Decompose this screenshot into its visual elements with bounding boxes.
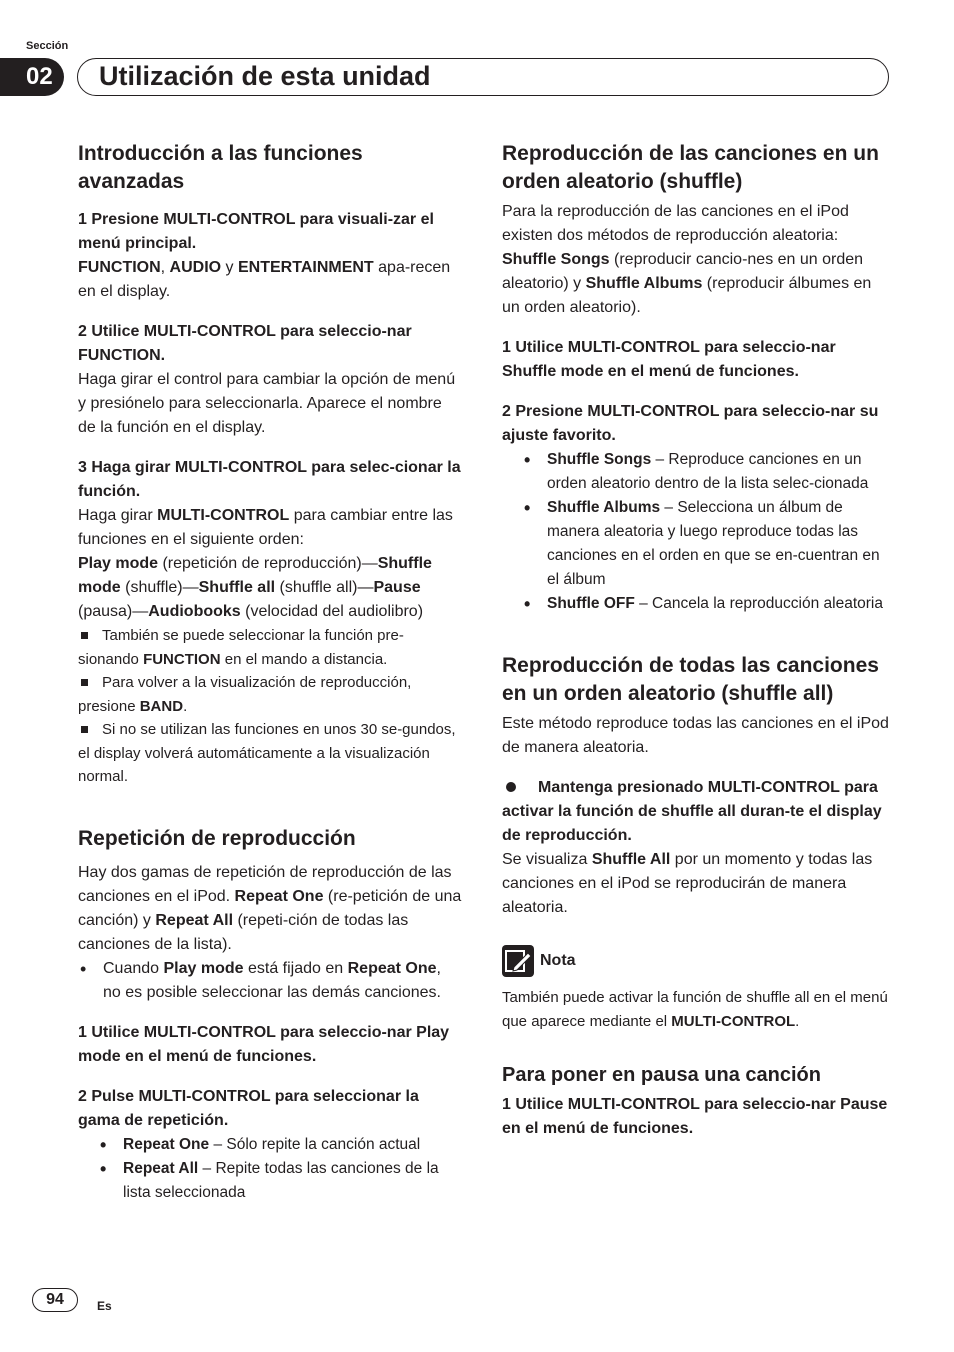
intro-step-1-text: FUNCTION, AUDIO y ENTERTAINMENT apa-recen en el display. — [78, 259, 451, 300]
note-text: También puede activar la función de shuffle all en el menú que aparece mediante el MULTI-CONTROL. — [502, 989, 888, 1030]
right-column — [502, 140, 892, 1141]
shuffle-all-step: Mantenga presionado MULTI-CONTROL para activar la función de shuffle all duran-te el display de reproducción. — [502, 779, 882, 844]
intro-note-2: Para volver a la visualización de reproducción, presione BAND. — [78, 674, 412, 715]
intro-step-1: 1 Presione MULTI-CONTROL para visuali-zar el menú principal. — [78, 211, 434, 252]
shuffle-heading: Reproducción de las canciones en un orden aleatorio (shuffle) — [502, 142, 879, 193]
section-number-badge: 02 — [0, 58, 64, 96]
intro-step-2: 2 Utilice MULTI-CONTROL para seleccio-nar FUNCTION. — [78, 323, 412, 364]
shuffle-step-2: 2 Presione MULTI-CONTROL para seleccio-nar su ajuste favorito. — [502, 403, 879, 444]
square-bullet-icon — [81, 726, 88, 733]
square-bullet-icon — [81, 632, 88, 639]
pencil-note-icon — [502, 945, 534, 977]
language-code: Es — [97, 1299, 112, 1313]
intro-heading: Introducción a las funciones avanzadas — [78, 142, 363, 193]
note-label: Nota — [540, 952, 576, 969]
repeat-step-1: 1 Utilice MULTI-CONTROL para seleccio-nar Play mode en el menú de funciones. — [78, 1023, 450, 1065]
shuffle-all-intro: Este método reproduce todas las canciones en el iPod de manera aleatoria. — [502, 715, 889, 756]
repeat-bullet: • Cuando Play mode está fijado en Repeat One, no es posible seleccionar las demás canciones. — [78, 957, 463, 1005]
square-bullet-icon — [81, 679, 88, 686]
round-bullet-icon — [506, 782, 516, 792]
repeat-option: • Repeat All – Repite todas las canciones de la lista seleccionada — [78, 1157, 463, 1205]
page-number: 94 — [32, 1288, 78, 1312]
repeat-intro: Hay dos gamas de repetición de reproducción de las canciones en el iPod. Repeat One (re-petición de una canción) y Repeat All (repeti-ción de todas las canciones de la lista). — [78, 863, 462, 953]
section-title: Utilización de esta unidad — [99, 61, 431, 91]
left-column — [78, 140, 463, 1205]
intro-step-2-text: Haga girar el control para cambiar la opción de menú y presiónelo para seleccionarla. Aparece el nombre de la función en el display. — [78, 371, 456, 436]
section-label: Sección — [26, 40, 69, 52]
note-header — [502, 944, 892, 978]
shuffle-step-1: 1 Utilice MULTI-CONTROL para seleccio-nar Shuffle mode en el menú de funciones. — [502, 339, 836, 380]
shuffle-all-heading: Reproducción de todas las canciones en un orden aleatorio (shuffle all) — [502, 654, 879, 705]
repeat-option: • Repeat One – Sólo repite la canción actual — [78, 1133, 463, 1157]
section-title-box — [77, 58, 889, 96]
shuffle-option: • Shuffle Songs – Reproduce canciones en un orden aleatorio dentro de la lista selec-cionada — [502, 448, 892, 496]
shuffle-option: • Shuffle Albums – Selecciona un álbum de manera aleatoria y luego reproduce todas las canciones en el orden en que se en-cuentran en el álbum — [502, 496, 892, 592]
pause-step-1: 1 Utilice MULTI-CONTROL para seleccio-nar Pause en el menú de funciones. — [502, 1096, 888, 1137]
intro-step-3-text: Haga girar MULTI-CONTROL para cambiar entre las funciones en el siguiente orden: Play mode (repetición de reproducción)—Shuffle mode (shuffle)—Shuffle all (shuffle all)—Pause (pausa)—Audiobooks (velocidad del audiolibro) — [78, 507, 453, 620]
intro-note-1: También se puede seleccionar la función pre-sionando FUNCTION en el mando a distancia. — [78, 627, 404, 668]
pause-heading: Para poner en pausa una canción — [502, 1064, 821, 1086]
shuffle-option: • Shuffle OFF – Cancela la reproducción aleatoria — [502, 592, 892, 616]
repeat-step-2: 2 Pulse MULTI-CONTROL para seleccionar la gama de repetición. — [78, 1087, 419, 1129]
shuffle-intro: Para la reproducción de las canciones en el iPod existen dos métodos de reproducción aleatoria: Shuffle Songs (reproducir cancio-nes en un orden aleatorio) y Shuffle Albums (reproducir álbumes en un orden aleatorio). — [502, 203, 872, 316]
intro-step-3: 3 Haga girar MULTI-CONTROL para selec-cionar la función. — [78, 459, 461, 500]
repeat-heading: Repetición de reproducción — [78, 826, 356, 850]
shuffle-all-step-text: Se visualiza Shuffle All por un momento y todas las canciones en el iPod se reproducirán de manera aleatoria. — [502, 851, 873, 916]
intro-note-3: Si no se utilizan las funciones en unos 30 se-gundos, el display volverá automáticamente a la visualización normal. — [78, 721, 456, 785]
